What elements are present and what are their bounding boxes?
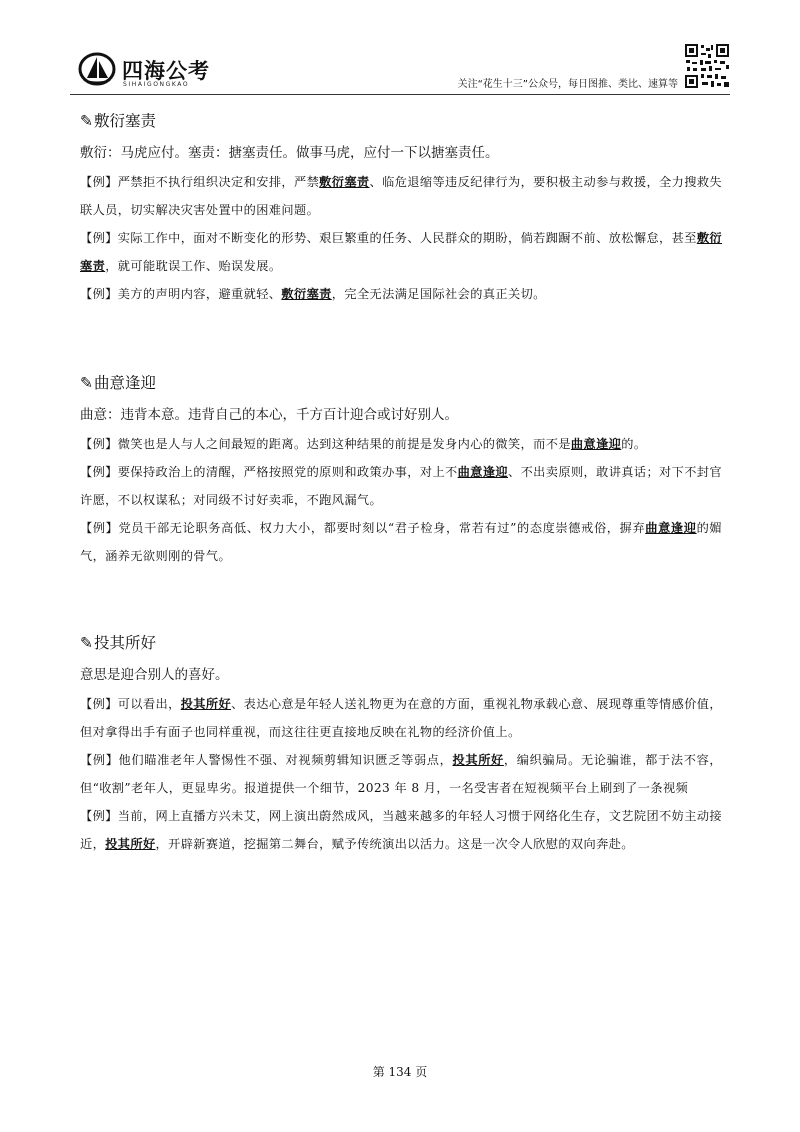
page-content <box>80 108 722 858</box>
brand-subtitle: SIHAIGONGKAO <box>123 81 190 88</box>
highlighted-term: 投其所好 <box>105 837 156 851</box>
page-number: 第 134 页 <box>372 1065 428 1079</box>
highlighted-term: 敷衍塞责 <box>80 231 722 273</box>
pencil-icon: ✎ <box>80 374 93 392</box>
highlighted-term: 投其所好 <box>180 697 232 711</box>
header-divider <box>70 94 730 95</box>
highlighted-term: 曲意逢迎 <box>645 521 697 535</box>
highlighted-term: 敷衍塞责 <box>319 175 370 189</box>
pencil-icon: ✎ <box>80 112 93 130</box>
section-title: ✎投其所好 <box>80 630 722 656</box>
highlighted-term: 曲意逢迎 <box>457 465 508 479</box>
brand-name: 四海公考 <box>122 59 210 83</box>
header-slogan: 关注“花生十三”公众号，每日图推、类比、速算等 <box>457 79 678 90</box>
page-header <box>70 42 730 92</box>
section-title: ✎曲意逢迎 <box>80 370 722 396</box>
example-paragraph: 【例】严禁拒不执行组织决定和安排，严禁敷衍塞责、临危退缩等违反纪律行为，要积极主动参与救援，全力搜救失联人员，切实解决灾害处置中的困难问题。 <box>80 175 722 217</box>
example-paragraph: 【例】党员干部无论职务高低、权力大小，都要时刻以“君子检身，常若有过”的态度崇德戒俗，摒弃曲意逢迎的媚气，涵养无欲则刚的骨气。 <box>80 521 722 563</box>
definition: 敷衍：马虎应付。塞责：搪塞责任。做事马虎，应付一下以搪塞责任。 <box>80 145 499 161</box>
highlighted-term: 曲意逢迎 <box>570 437 622 451</box>
example-paragraph: 【例】微笑也是人与人之间最短的距离。达到这种结果的前提是发身内心的微笑，而不是曲意逢迎的。 <box>80 437 647 451</box>
definition: 曲意：违背本意。违背自己的本心，千方百计迎合或讨好别人。 <box>80 407 458 423</box>
highlighted-term: 投其所好 <box>452 753 504 767</box>
highlighted-term: 敷衍塞责 <box>281 287 332 301</box>
example-paragraph: 【例】美方的声明内容，避重就轻、敷衍塞责，完全无法满足国际社会的真正关切。 <box>80 287 546 301</box>
section-spacer <box>80 570 722 630</box>
example-paragraph: 【例】要保持政治上的清醒，严格按照党的原则和政策办事，对上不曲意逢迎、不出卖原则，敢讲真话；对下不封官许愿，不以权谋私；对同级不讨好卖乖，不跑风漏气。 <box>80 465 722 507</box>
pencil-icon: ✎ <box>80 634 93 652</box>
sailboat-logo-icon <box>78 52 116 86</box>
example-paragraph: 【例】可以看出，投其所好、表达心意是年轻人送礼物更为在意的方面，重视礼物承载心意、展现尊重等情感价值，但对拿得出手有面子也同样重视，而这往往更直接地反映在礼物的经济价值上。 <box>80 697 722 739</box>
example-paragraph: 【例】他们瞄准老年人警惕性不强、对视频剪辑知识匮乏等弱点，投其所好，编织骗局。无论骗谁，都于法不容，但“收割”老年人，更显卑劣。报道提供一个细节，2023 年 8 月，一名受害者在短视频平台上刷到了一条视频 <box>80 753 722 795</box>
example-paragraph: 【例】实际工作中，面对不断变化的形势、艰巨繁重的任务、人民群众的期盼，倘若踟蹰不前、放松懈怠，甚至敷衍塞责，就可能耽误工作、贻误发展。 <box>80 231 722 273</box>
qr-code-icon <box>684 43 730 89</box>
example-paragraph: 【例】当前，网上直播方兴未艾，网上演出蔚然成风，当越来越多的年轻人习惯于网络化生存，文艺院团不妨主动接近，投其所好，开辟新赛道，挖掘第二舞台，赋予传统演出以活力。这是一次令人欣慰的双向奔赴。 <box>80 809 722 851</box>
section-title: ✎敷衍塞责 <box>80 108 722 134</box>
definition: 意思是迎合别人的喜好。 <box>80 667 229 683</box>
section-spacer <box>80 308 722 370</box>
